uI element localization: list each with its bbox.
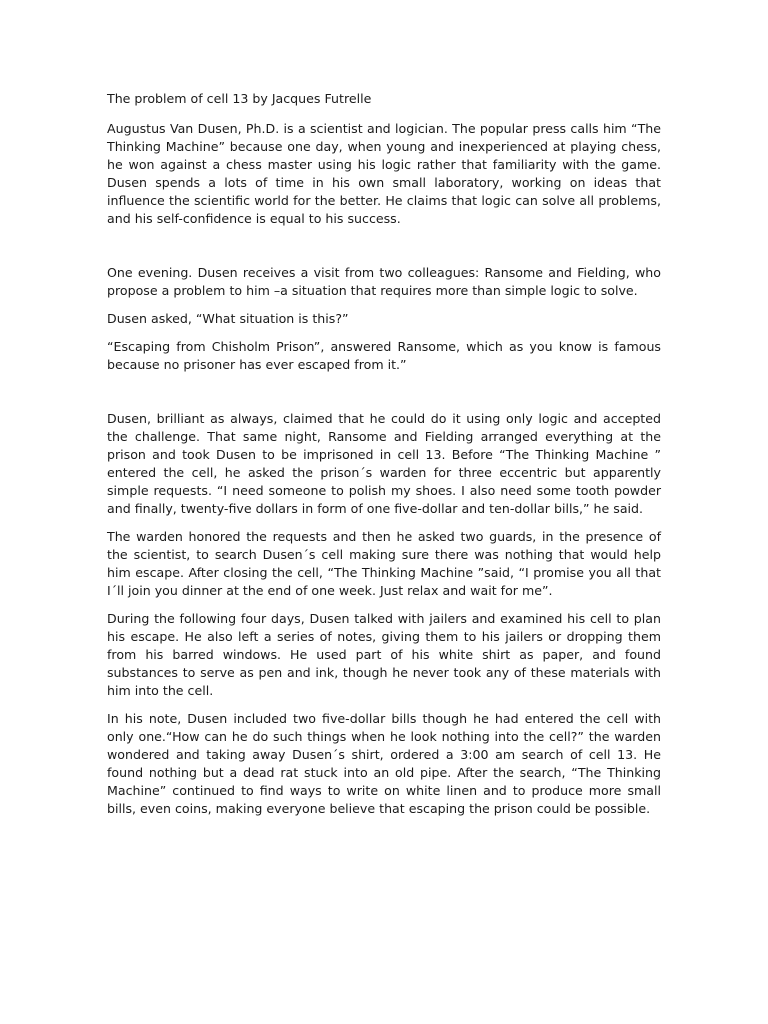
paragraph-visit: One evening. Dusen receives a visit from two colleagues: Ransome and Fielding, who propose a problem to him –a situation that requires more than simple logic to solve. <box>107 265 661 298</box>
paragraph-notes: In his note, Dusen included two five-dollar bills though he had entered the cell with only one.“How can he do such things when he look nothing into the cell?” the warden wondered and taking away Dusen´s shirt, ordered a 3:00 am search of cell 13. He found nothing but a dead rat stuck into an old pipe. After the search, “The Thinking Machine” continued to find ways to write on white linen and to produce more small bills, even coins, making everyone believe that escaping the prison could be possible. <box>107 711 661 816</box>
paragraph-question: Dusen asked, “What situation is this?” <box>107 311 349 326</box>
paragraph-spacer <box>107 384 661 410</box>
paragraph-planning: During the following four days, Dusen talked with jailers and examined his cell to plan his escape. He also left a series of notes, giving them to his jailers or dropping them from his barred windows. He used part of his white shirt as paper, and found substances to serve as pen and ink, though he never took any of these materials with him into the cell. <box>107 611 661 698</box>
paragraph-spacer <box>107 238 661 264</box>
paragraph-warden: The warden honored the requests and then he asked two guards, in the presence of the scientist, to search Dusen´s cell making sure there was nothing that would help him escape. After closing the cell, “The Thinking Machine ”said, “I promise you all that I´ll join you dinner at the end of one week. Just relax and wait for me”. <box>107 529 661 598</box>
document-body <box>107 90 661 828</box>
paragraph-intro: Augustus Van Dusen, Ph.D. is a scientist and logician. The popular press calls him “The Thinking Machine” because one day, when young and inexperienced at playing chess, he won against a chess master using his logic rather that familiarity with the game. Dusen spends a lots of time in his own small laboratory, working on ideas that influence the scientific world for the better. He claims that logic can solve all problems, and his self-confidence is equal to his success. <box>107 121 661 226</box>
paragraph-answer: “Escaping from Chisholm Prison”, answered Ransome, which as you know is famous because no prisoner has ever escaped from it.” <box>107 339 661 372</box>
document-title: The problem of cell 13 by Jacques Futrelle <box>107 91 372 106</box>
paragraph-challenge: Dusen, brilliant as always, claimed that he could do it using only logic and accepted the challenge. That same night, Ransome and Fielding arranged everything at the prison and took Dusen to be imprisoned in cell 13. Before “The Thinking Machine ” entered the cell, he asked the prison´s warden for three eccentric but apparently simple requests. “I need someone to polish my shoes. I also need some tooth powder and finally, twenty-five dollars in form of one five-dollar and ten-dollar bills,” he said. <box>107 411 661 516</box>
